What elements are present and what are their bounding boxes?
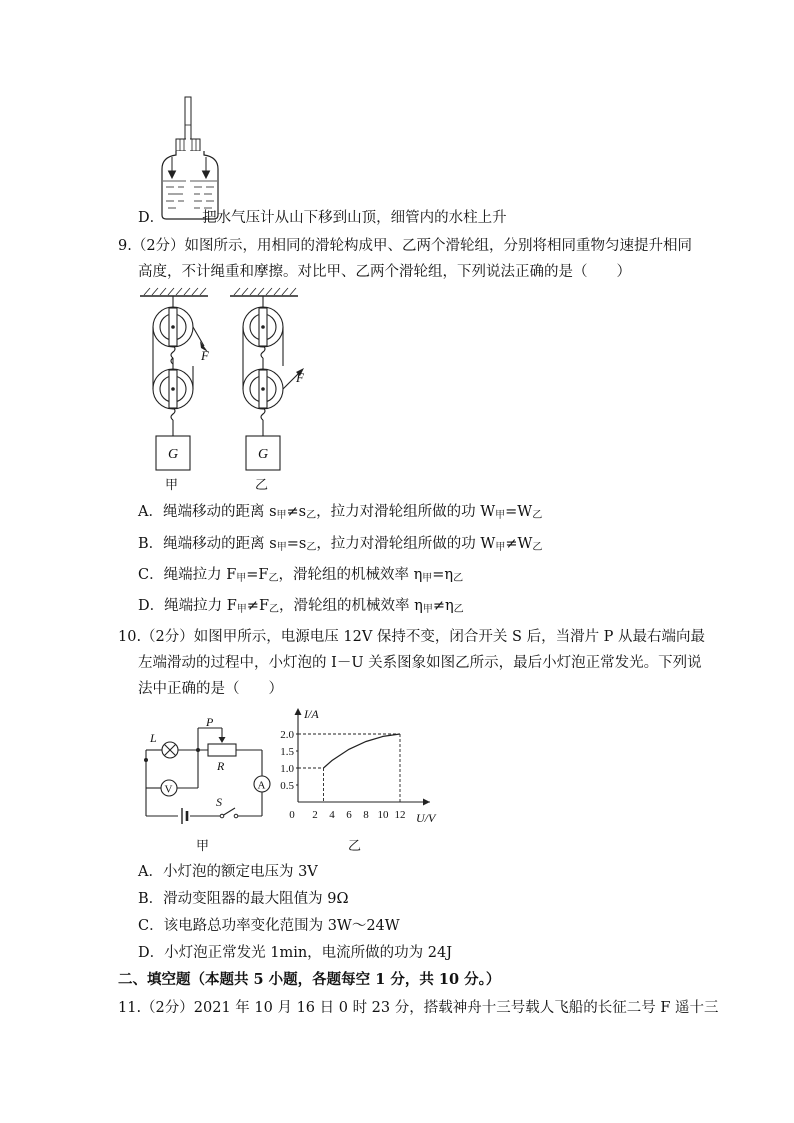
x-axis-arrow [423,799,430,806]
y-tick-label: 0.5 [280,780,294,792]
y-tick-label: 2.0 [280,729,294,741]
q9-a-text-1: A．绳端移动的距离 s [138,504,277,520]
q9-option-a[interactable] [138,502,542,526]
q9-b-text-1: B．绳端移动的距离 s [138,536,277,552]
slider-label: P [206,715,214,729]
q9-c-sub-2: 乙 [268,573,279,584]
q9-c-text-3: ，滑轮组的机械效率 η [278,567,423,583]
q9-b-text-4: ≠W [505,536,533,552]
q10-option-b[interactable]: B．滑动变阻器的最大阻值为 9Ω [138,891,349,907]
q9-b-text-3: ，拉力对滑轮组所做的功 W [316,536,496,552]
x-tick-label: 2 [312,809,318,821]
x-tick-label: 8 [363,809,369,821]
y-axis-arrow [295,708,302,715]
y-tick-label: 1.5 [280,746,294,758]
x-tick-label: 12 [394,809,406,821]
section-heading: 二、填空题（本题共 5 小题，各题每空 1 分，共 10 分。） [118,971,501,988]
q9-b-sub-3: 甲 [495,542,506,553]
q9-stem-line2: 高度，不计绳重和摩擦。对比甲、乙两个滑轮组，下列说法正确的是（ ） [138,264,631,280]
force-label-jia: F [201,348,209,363]
q9-c-sub-3: 甲 [422,573,433,584]
q9-a-text-3: ，拉力对滑轮组所做的功 W [316,504,496,520]
caption-yi: 乙 [255,477,269,492]
q9-option-c[interactable] [138,565,463,589]
caption-jia: 甲 [165,477,179,492]
q9-d-text-4: ≠η [432,598,454,614]
x-tick-label: 10 [377,809,389,821]
circuit-caption: 甲 [196,838,210,853]
switch-label: S [216,795,222,809]
x-tick-label: 4 [329,809,335,821]
iu-graph [282,704,447,856]
q10-stem-line1: 10.（2分）如图甲所示，电源电压 12V 保持不变，闭合开关 S 后，当滑片 P 从最右端向最 [118,629,706,645]
barometer-figure [150,95,230,225]
q9-a-sub-3: 甲 [495,510,506,521]
q9-option-b[interactable] [138,534,542,558]
ammeter-label: A [257,779,266,792]
q11-stem-line1: 11.（2分）2021 年 10 月 16 日 0 时 23 分，搭载神舟十三号载人飞船的长征二号 F 遥十三 [118,1000,719,1016]
q9-d-text-1: D．绳端拉力 F [138,598,237,614]
q10-stem-line2: 左端滑动的过程中，小灯泡的 I－U 关系图象如图乙所示，最后小灯泡正常发光。下列说 [138,655,702,671]
q9-b-sub-4: 乙 [532,542,543,553]
graph-caption: 乙 [348,838,362,853]
x-tick-label: 0 [289,809,295,821]
q9-c-sub-4: 乙 [453,573,464,584]
q9-b-text-2: =s [286,536,307,552]
graph-ylabel: I/A [304,707,319,721]
q9-d-text-3: ，滑轮组的机械效率 η [279,598,423,614]
q9-b-sub-2: 乙 [306,542,317,553]
lamp-label: L [150,731,157,745]
q9-d-text-2: ≠F [246,598,270,614]
q9-d-sub-3: 甲 [422,604,433,615]
q8-option-d-label: D． [138,210,165,226]
force-label-yi: F [296,370,304,385]
q9-c-text-2: =F [246,567,269,583]
graph-xlabel: U/V [416,811,436,825]
pulley-figure [138,286,318,494]
q9-a-text-4: =W [505,504,533,520]
q10-option-c[interactable]: C．该电路总功率变化范围为 3W～24W [138,918,400,934]
iu-curve [324,734,401,768]
x-tick-label: 6 [346,809,352,821]
q9-d-sub-1: 甲 [236,604,247,615]
q9-c-text-1: C．绳端拉力 F [138,567,237,583]
q10-stem-line3: 法中正确的是（ ） [138,681,283,697]
q9-a-sub-1: 甲 [276,510,287,521]
q10-option-a[interactable]: A．小灯泡的额定电压为 3V [138,864,318,880]
voltmeter-label: V [164,783,173,796]
q9-d-sub-2: 乙 [269,604,280,615]
q9-d-sub-4: 乙 [453,604,464,615]
q9-option-d[interactable] [138,596,464,620]
q10-option-d[interactable]: D．小灯泡正常发光 1min，电流所做的功为 24J [138,945,453,961]
q9-stem-line1: 9.（2分）如图所示，用相同的滑轮构成甲、乙两个滑轮组，分别将相同重物匀速提升相同 [118,238,693,254]
q8-option-d-text: 把水气压计从山下移到山顶，细管内的水柱上升 [202,210,507,226]
q9-a-text-2: ≠s [286,504,307,520]
weight-label-yi: G [258,447,269,462]
weight-label-jia: G [168,447,179,462]
resistor-label: R [217,759,225,773]
q9-a-sub-4: 乙 [532,510,543,521]
q9-c-text-4: =η [432,567,454,583]
q9-c-sub-1: 甲 [236,573,247,584]
circuit-diagram [138,710,278,856]
q9-b-sub-1: 甲 [276,542,287,553]
q9-a-sub-2: 乙 [306,510,317,521]
q8-option-d[interactable] [138,208,507,228]
y-tick-label: 1.0 [280,763,294,775]
